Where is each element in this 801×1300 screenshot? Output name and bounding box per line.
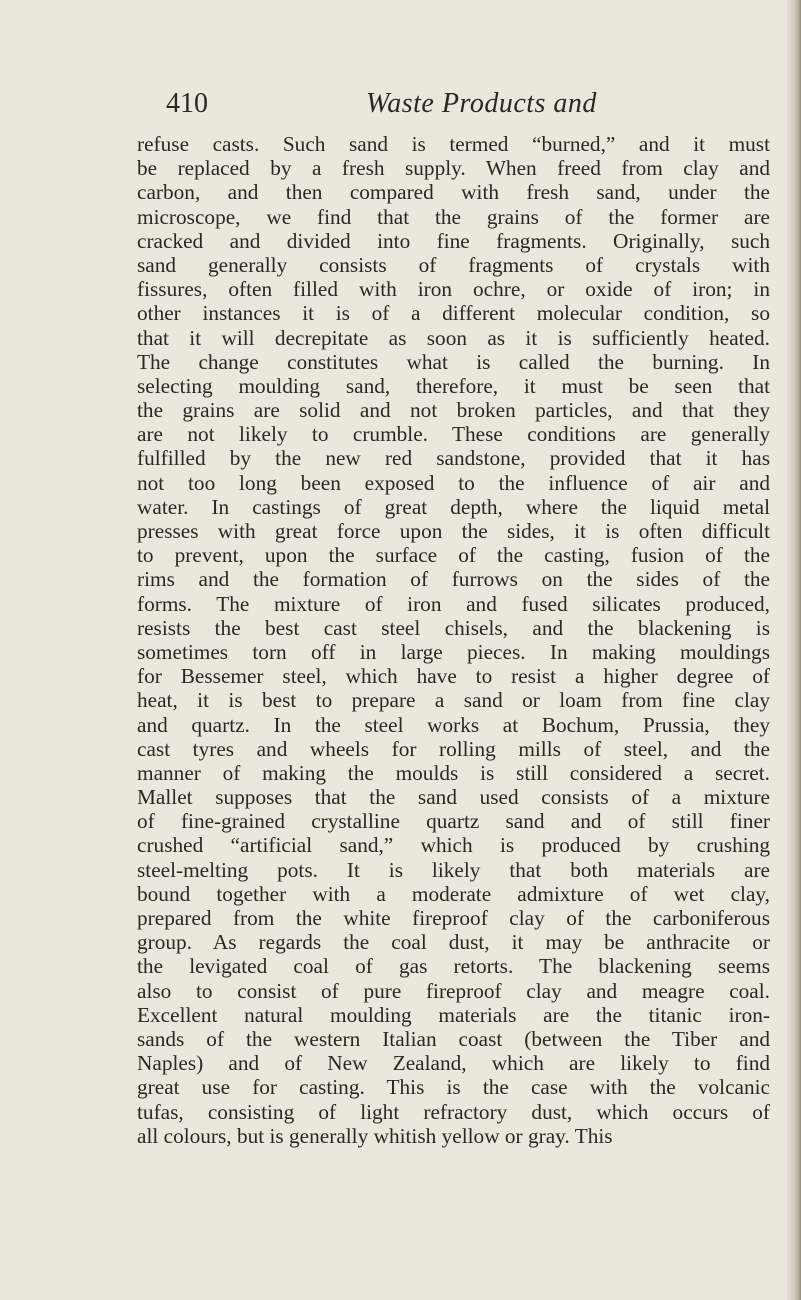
running-head [142,86,782,122]
text-line: refuse casts. Such sand is termed “burned,” and it must [137,132,770,156]
text-line: that it will decrepitate as soon as it is sufficiently heated. [137,325,770,350]
text-line: Mallet supposes that the sand used consists of a mixture [137,785,770,810]
text-line: carbon, and then compared with fresh sand, under the [137,180,770,205]
text-line: for Bessemer steel, which have to resist a higher degree of [137,664,770,689]
text-line: prepared from the white fireproof clay of the carboniferous [137,906,770,930]
text-line: water. In castings of great depth, where the liquid metal [137,494,770,519]
text-line: other instances it is of a different molecular condition, so [137,301,770,326]
text-line: cracked and divided into fine fragments. Originally, such [137,228,770,253]
text-line: tufas, consisting of light refractory dust, which occurs of [137,1099,770,1124]
text-line: crushed “artificial sand,” which is produced by crushing [137,833,770,858]
text-line: The change constitutes what is called the burning. In [137,349,770,374]
text-line: rims and the formation of furrows on the sides of the [137,567,770,592]
text-line: fissures, often filled with iron ochre, or oxide of iron; in [137,277,770,302]
text-line: also to consist of pure fireproof clay and meagre coal. [137,978,770,1003]
text-line: bound together with a moderate admixture of wet clay, [137,881,770,906]
text-line: presses with great force upon the sides, it is often difficult [137,519,770,543]
text-line: sand generally consists of fragments of crystals with [137,252,770,277]
text-line: sands of the western Italian coast (between the Tiber and [137,1026,770,1051]
page-number: 410 [166,88,208,119]
running-title: Waste Products and [366,88,597,119]
text-line: are not likely to crumble. These conditions are generally [137,422,770,447]
text-line: Naples) and of New Zealand, which are likely to find [137,1051,770,1076]
text-line: all colours, but is generally whitish yellow or gray. This [137,1123,613,1148]
text-line: the levigated coal of gas retorts. The blackening seems [137,954,770,979]
text-line: to prevent, upon the surface of the casting, fusion of the [137,543,770,568]
page-edge-shadow [787,0,801,1300]
text-line: microscope, we find that the grains of the former are [137,204,770,229]
text-line: manner of making the moulds is still considered a secret. [137,760,770,785]
text-line: and quartz. In the steel works at Bochum, Prussia, they [137,712,770,737]
text-line: of fine-grained crystalline quartz sand and of still finer [137,809,770,834]
text-line: resists the best cast steel chisels, and the blackening is [137,615,770,640]
text-line: sometimes torn off in large pieces. In making mouldings [137,639,770,664]
text-line: heat, it is best to prepare a sand or loam from fine clay [137,688,770,713]
text-line: forms. The mixture of iron and fused silicates produced, [137,591,770,616]
text-line: group. As regards the coal dust, it may be anthracite or [137,930,770,955]
text-line: great use for casting. This is the case with the volcanic [137,1075,770,1100]
text-line: cast tyres and wheels for rolling mills of steel, and the [137,736,770,761]
text-line: Excellent natural moulding materials are the titanic iron- [137,1002,770,1027]
text-line: steel-melting pots. It is likely that both materials are [137,857,770,882]
text-line: not too long been exposed to the influence of air and [137,470,770,495]
text-line: fulfilled by the new red sandstone, provided that it has [137,446,770,471]
text-line: the grains are solid and not broken particles, and that they [137,398,770,423]
body-text [137,132,770,1148]
text-line: selecting moulding sand, therefore, it must be seen that [137,373,770,398]
text-line: be replaced by a fresh supply. When freed from clay and [137,156,770,181]
